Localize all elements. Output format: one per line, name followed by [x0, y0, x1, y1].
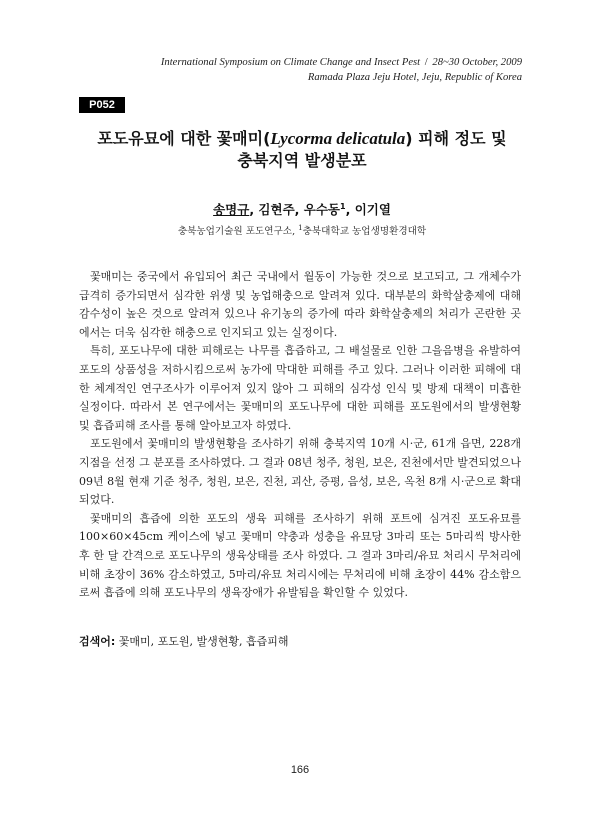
abstract-paragraph: 꽃매미의 흡즙에 의한 포도의 생육 피해를 조사하기 위해 포트에 심겨진 포도유묘를 100×60×45cm 케이스에 넣고 꽃매미 약충과 성충을 유묘당 3마리 또는 5마리씩 방사한 후 한 달 간격으로 포도나무의 생육상태를 조사 하였다. 그 결과 3마리/유묘 처리시 무처리에 비해 초장이 36% 감소하였고, 5마리/유묘 처리시에는 무처리에 비해 초장이 44% 감소함으로써 흡즙에 의해 포도나무의 생육장애가 유발됨을 확인할 수 있었다. — [79, 511, 521, 600]
abstract-paragraph: 꽃매미는 중국에서 유입되어 최근 국내에서 월동이 가능한 것으로 보고되고, 그 개체수가 급격히 증가되면서 심각한 위생 및 농업해충으로 알려져 있다. 대부분의 화학살충제에 대해 감수성이 높은 것으로 알려져 있으나 유기농의 증가에 따라 화학살충제의 처리가 곤란한 곳에서는 더욱 심각한 해충으로 인지되고 있는 실정이다. — [79, 270, 521, 339]
conference-name: International Symposium on Climate Change and Insect Pest — [160, 57, 421, 68]
title-line2: 충북지역 발생분포 — [237, 151, 367, 170]
title-scientific-name: Lycorma delicatula — [270, 129, 406, 148]
conference-venue: Ramada Plaza Jeju Hotel, Jeju, Republic of Korea — [307, 72, 522, 83]
title-line1 — [72, 128, 532, 150]
author-separator: , — [294, 202, 304, 218]
author-third: 우수동 — [303, 202, 340, 218]
author-fourth: 이기열 — [354, 202, 391, 218]
affiliation-main: 충북농업기술원 포도연구소, — [177, 226, 299, 238]
author-separator: , — [249, 202, 259, 218]
header-separator: / — [424, 57, 428, 68]
poster-code-badge: P052 — [79, 97, 125, 113]
page-number: 166 — [290, 764, 310, 776]
keywords-label: 검색어: — [79, 635, 116, 648]
title-part1: 포도유묘에 대한 꽃매미( — [97, 129, 271, 148]
abstract-paragraph: 특히, 포도나무에 대한 피해로는 나무를 흡즙하고, 그 배설물로 인한 그을음병을 유발하여 포도의 상품성을 저하시킴으로써 농가에 막대한 피해를 주고 있다. 그러나 이러한 피해에 대한 체계적인 연구조사가 이루어져 있지 않아 그 피해의 심각성 인식 및 방제 대책이 미흡한 실정이다. 따라서 본 연구에서는 꽃매미의 포도나무에 대한 피해를 포도원에서의 발생현황 및 흡즙피해 조사를 통해 알아보고자 하였다. — [79, 344, 521, 432]
affiliation-mark: 1 — [298, 224, 303, 232]
conference-header-line1 — [82, 55, 522, 70]
affiliation-second: 충북대학교 농업생명환경대학 — [302, 226, 427, 238]
paper-title — [72, 128, 532, 172]
author-affiliation — [72, 221, 532, 239]
abstract-paragraph: 포도원에서 꽃매미의 발생현황을 조사하기 위해 충북지역 10개 시·군, 61개 읍면, 228개 지점을 선정 그 분포를 조사하였다. 그 결과 08년 청주, 청원, 보은, 진천에서만 발견되었으나 09년 8월 현재 기준 청주, 청원, 보은, 진천, 괴산, 증평, 음성, 보은, 옥천 8개 시·군으로 확대되었다. — [79, 437, 521, 507]
title-part2: ) 피해 정도 및 — [405, 129, 507, 148]
author-first: 송명규 — [213, 202, 250, 218]
conference-date: 28~30 October, 2009 — [432, 57, 522, 68]
keywords — [79, 633, 521, 651]
keywords-values: 꽃매미, 포도원, 발생현황, 흡즙피해 — [118, 635, 289, 648]
conference-header — [82, 55, 522, 85]
affiliation-mark: 1 — [340, 202, 346, 211]
author-list — [72, 198, 532, 219]
author-second: 김현주 — [258, 202, 295, 218]
abstract-body — [79, 268, 521, 603]
author-separator: , — [345, 202, 355, 218]
